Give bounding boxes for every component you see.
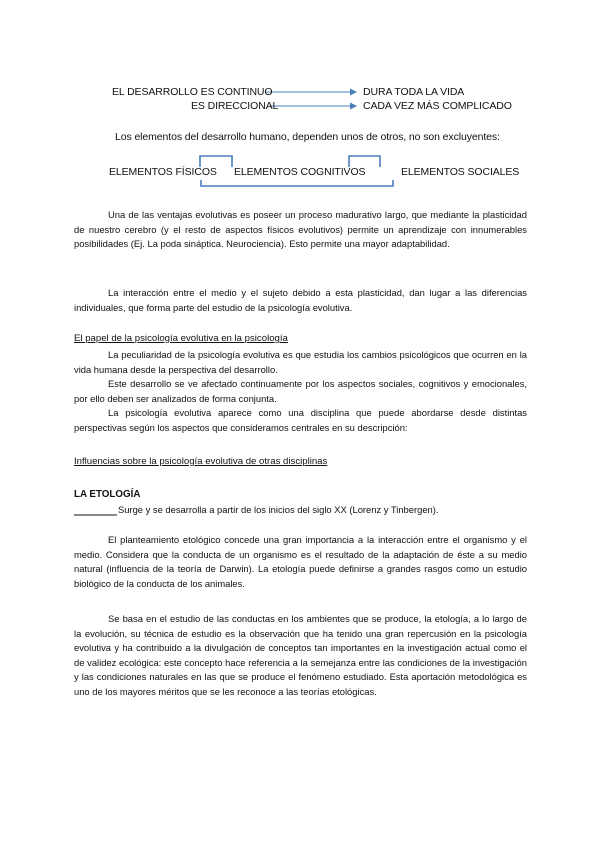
element-cognitive: ELEMENTOS COGNITIVOS <box>234 166 366 178</box>
paragraph-desarrollo: Este desarrollo se ve afectado continuamente por los aspectos sociales, cognitivos y emocionales, por ello deben ser analizados de forma conjunta. <box>74 378 527 404</box>
heading-influencias: Influencias sobre la psicología evolutiva de otras disciplinas <box>74 456 328 467</box>
element-social: ELEMENTOS SOCIALES <box>401 166 520 178</box>
diagram-mas-complicado: CADA VEZ MÁS COMPLICADO <box>363 100 512 112</box>
paragraph-ventajas: Una de las ventajas evolutivas es poseer un proceso madurativo largo, que mediante la plasticidad de nuestro cerebro (y el resto de aspectos físicos evolutivos) permite un aprendizaje con innumerables posibilidades (Ej. La poda sináptica. Neurociencia). Esto permite una mayor adaptabilidad. <box>74 209 527 250</box>
paragraph-disciplina: La psicología evolutiva aparece como una disciplina que puede abordarse desde distintas perspectivas según los aspectos que consideramos centrales en su descripción: <box>74 407 527 433</box>
diagram-dura-toda-vida: DURA TODA LA VIDA <box>363 86 465 98</box>
etologia-intro: Surge y se desarrolla a partir de los inicios del siglo XX (Lorenz y Tinbergen). <box>118 504 439 515</box>
diagram-continuo: EL DESARROLLO ES CONTINUO <box>112 86 273 98</box>
elements-intro: Los elementos del desarrollo humano, dependen unos de otros, no son excluyentes: <box>115 131 500 143</box>
element-physical: ELEMENTOS FÍSICOS <box>109 166 217 178</box>
diagram-direccional: ES DIRECCIONAL <box>191 100 279 112</box>
paragraph-peculiaridad: La peculiaridad de la psicología evolutiva es que estudia los cambios psicológicos que ocurren en la vida humana desde la perspectiva del desarrollo. <box>74 349 527 375</box>
paragraph-interaccion: La interacción entre el medio y el sujeto debido a esta plasticidad, dan lugar a las diferencias individuales, que forma parte del estudio de la psicología evolutiva. <box>74 287 527 313</box>
paragraph-planteamiento: El planteamiento etológico concede una gran importancia a la interacción entre el organismo y el medio. Considera que la conducta de un organismo es el resultado de la adaptación de éste a su medio natural (influencia de la teoría de Darwin). La etología puede definirse a grandes rasgos como un estudio biológico de la conducta de los animales. <box>74 534 527 589</box>
heading-etologia: LA ETOLOGÍA <box>74 489 141 500</box>
heading-papel: El papel de la psicología evolutiva en la psicología <box>74 333 288 344</box>
arc-fisicos-sociales <box>201 180 393 186</box>
paragraph-se-basa: Se basa en el estudio de las conductas en los ambientes que se produce, la etología, a lo largo de la evolución, su técnica de estudio es la observación que ha tenido una gran repercusión en la psicología evolutiva y ha contribuido a la divulgación de conceptos tan importantes en la investigación actual como el de validez ecológica: este concepto hace referencia a la semejanza entre las condiciones de la investigación y las condiciones naturales en las que se produce el fenómeno estudiado. Esta aportación metodológica es uno de los mayores méritos que se les reconoce a las teorías etológicas. <box>74 613 527 697</box>
